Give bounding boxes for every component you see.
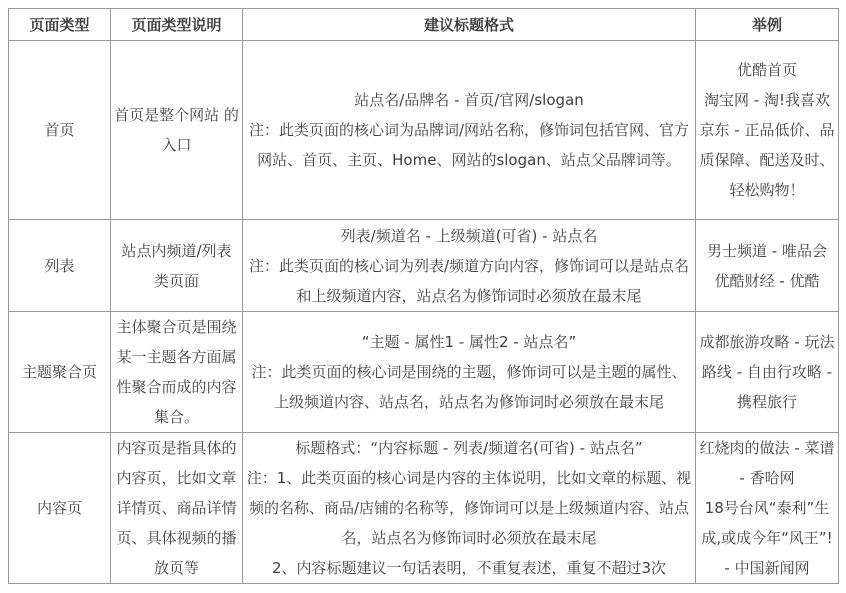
table-row-topic-aggregation [9,312,839,433]
example-item: 18号台风“泰利”生成,或成今年“风王”! - 中国新闻网 [701,499,833,577]
format-note: 注：此类页面的核心词为品牌词/网站名称，修饰词包括官网、官方网站、首页、主页、Home、网站的slogan、站点父品牌词等。 [248,121,690,169]
cell-title-format [243,220,696,312]
cell-page-type: 主题聚合页 [9,312,111,433]
cell-examples [696,220,839,312]
format-note: 2、内容标题建议一句话表明，不重复表述，重复不超过3次 [271,559,667,577]
format-line: 标题格式：“内容标题 - 列表/频道名(可省) - 站点名” [295,439,643,457]
cell-page-type: 内容页 [9,433,111,584]
format-note: 注：此类页面的核心词是围绕的主题，修饰词可以是主题的属性、上级频道内容、站点名，站点名为修饰词时必须放在最末尾 [251,363,687,411]
cell-page-type-description: 站点内频道/列表类页面 [111,220,243,312]
example-item: 男士频道 - 唯品会 [707,241,827,260]
cell-page-type: 列表 [9,220,111,312]
example-item: 优酷首页 [736,61,797,79]
cell-title-format [243,312,696,433]
cell-title-format [243,433,696,584]
example-item: 京东 - 正品低价、品质保障、配送及时、轻松购物！ [699,121,835,199]
example-item: 成都旅游攻略 - 玩法路线 - 自由行攻略 - 携程旅行 [699,333,835,411]
cell-examples [696,41,839,220]
cell-page-type: 首页 [9,41,111,220]
cell-page-type-description: 内容页是指具体的内容页，比如文章详情页、商品详情页、具体视频的播放页等 [111,433,243,584]
cell-examples [696,312,839,433]
format-note: 注：此类页面的核心词为列表/频道方向内容，修饰词可以是站点名和上级频道内容，站点名为修饰词时必须放在最末尾 [248,256,690,305]
format-note: 注：1、此类页面的核心词是内容的主体说明，比如文章的标题、视频的名称、商品/店铺的名称等，修饰词可以是上级频道内容、站点名，站点名为修饰词时必须放在最末尾 [246,469,692,547]
format-line: 站点名/品牌名 - 首页/官网/slogan [354,91,584,109]
table-row-home [9,41,839,220]
table-row-list [9,220,839,312]
example-item: 淘宝网 - 淘!我喜欢 [704,91,830,109]
col-header-page-type: 页面类型 [9,9,111,41]
cell-page-type-description: 主体聚合页是围绕某一主题各方面属性聚合而成的内容集合。 [111,312,243,433]
title-format-spec-table [8,8,839,584]
example-item: 优酷财经 - 优酷 [714,271,820,290]
format-line: “主题 - 属性1 - 属性2 - 站点名” [361,333,577,351]
format-line: 列表/频道名 - 上级频道(可省) - 站点名 [340,226,598,245]
cell-page-type-description: 首页是整个网站 的入口 [111,41,243,220]
table-row-content-page [9,433,839,584]
cell-examples [696,433,839,584]
col-header-suggested-title-format: 建议标题格式 [243,9,696,41]
col-header-page-type-description: 页面类型说明 [111,9,243,41]
cell-title-format [243,41,696,220]
table-header-row [9,9,839,41]
example-item: 红烧肉的做法 - 菜谱 - 香哈网 [699,439,835,487]
col-header-examples: 举例 [696,9,839,41]
